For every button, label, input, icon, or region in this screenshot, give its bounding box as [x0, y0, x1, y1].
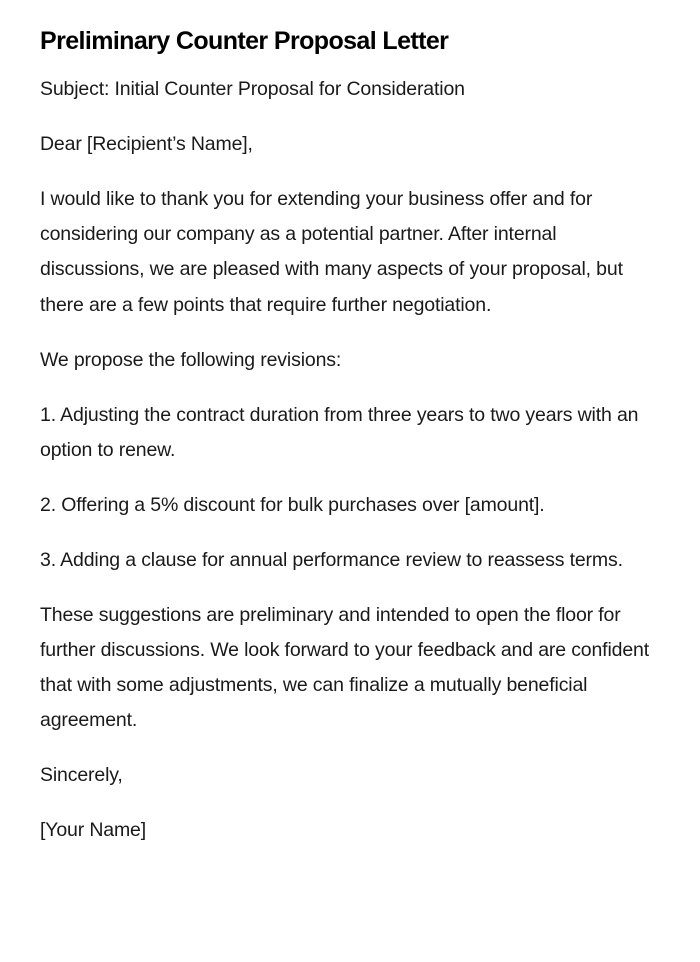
revision-item-1: 1. Adjusting the contract duration from three years to two years with an option to renew.: [40, 403, 639, 461]
sign-off: Sincerely,: [40, 764, 123, 787]
revisions-intro: We propose the following revisions:: [40, 348, 342, 371]
signature: [Your Name]: [40, 819, 147, 842]
revision-item-3: 3. Adding a clause for annual performance review to reassess terms.: [40, 548, 623, 571]
letter-title: Preliminary Counter Proposal Letter: [40, 27, 449, 55]
revision-item-2: 2. Offering a 5% discount for bulk purchases over [amount].: [40, 493, 545, 516]
salutation: Dear [Recipient’s Name],: [40, 133, 253, 155]
closing-paragraph: These suggestions are preliminary and intended to open the floor for further discussions. We look forward to your feedback and are confident that with some adjustments, we can finalize a mutually beneficial agreement.: [40, 603, 649, 732]
intro-paragraph: I would like to thank you for extending your business offer and for considering our company as a potential partner. After internal discussions, we are pleased with many aspects of your proposal, but there are a few points that require further negotiation.: [40, 188, 623, 316]
subject-line: Subject: Initial Counter Proposal for Consideration: [40, 78, 465, 100]
